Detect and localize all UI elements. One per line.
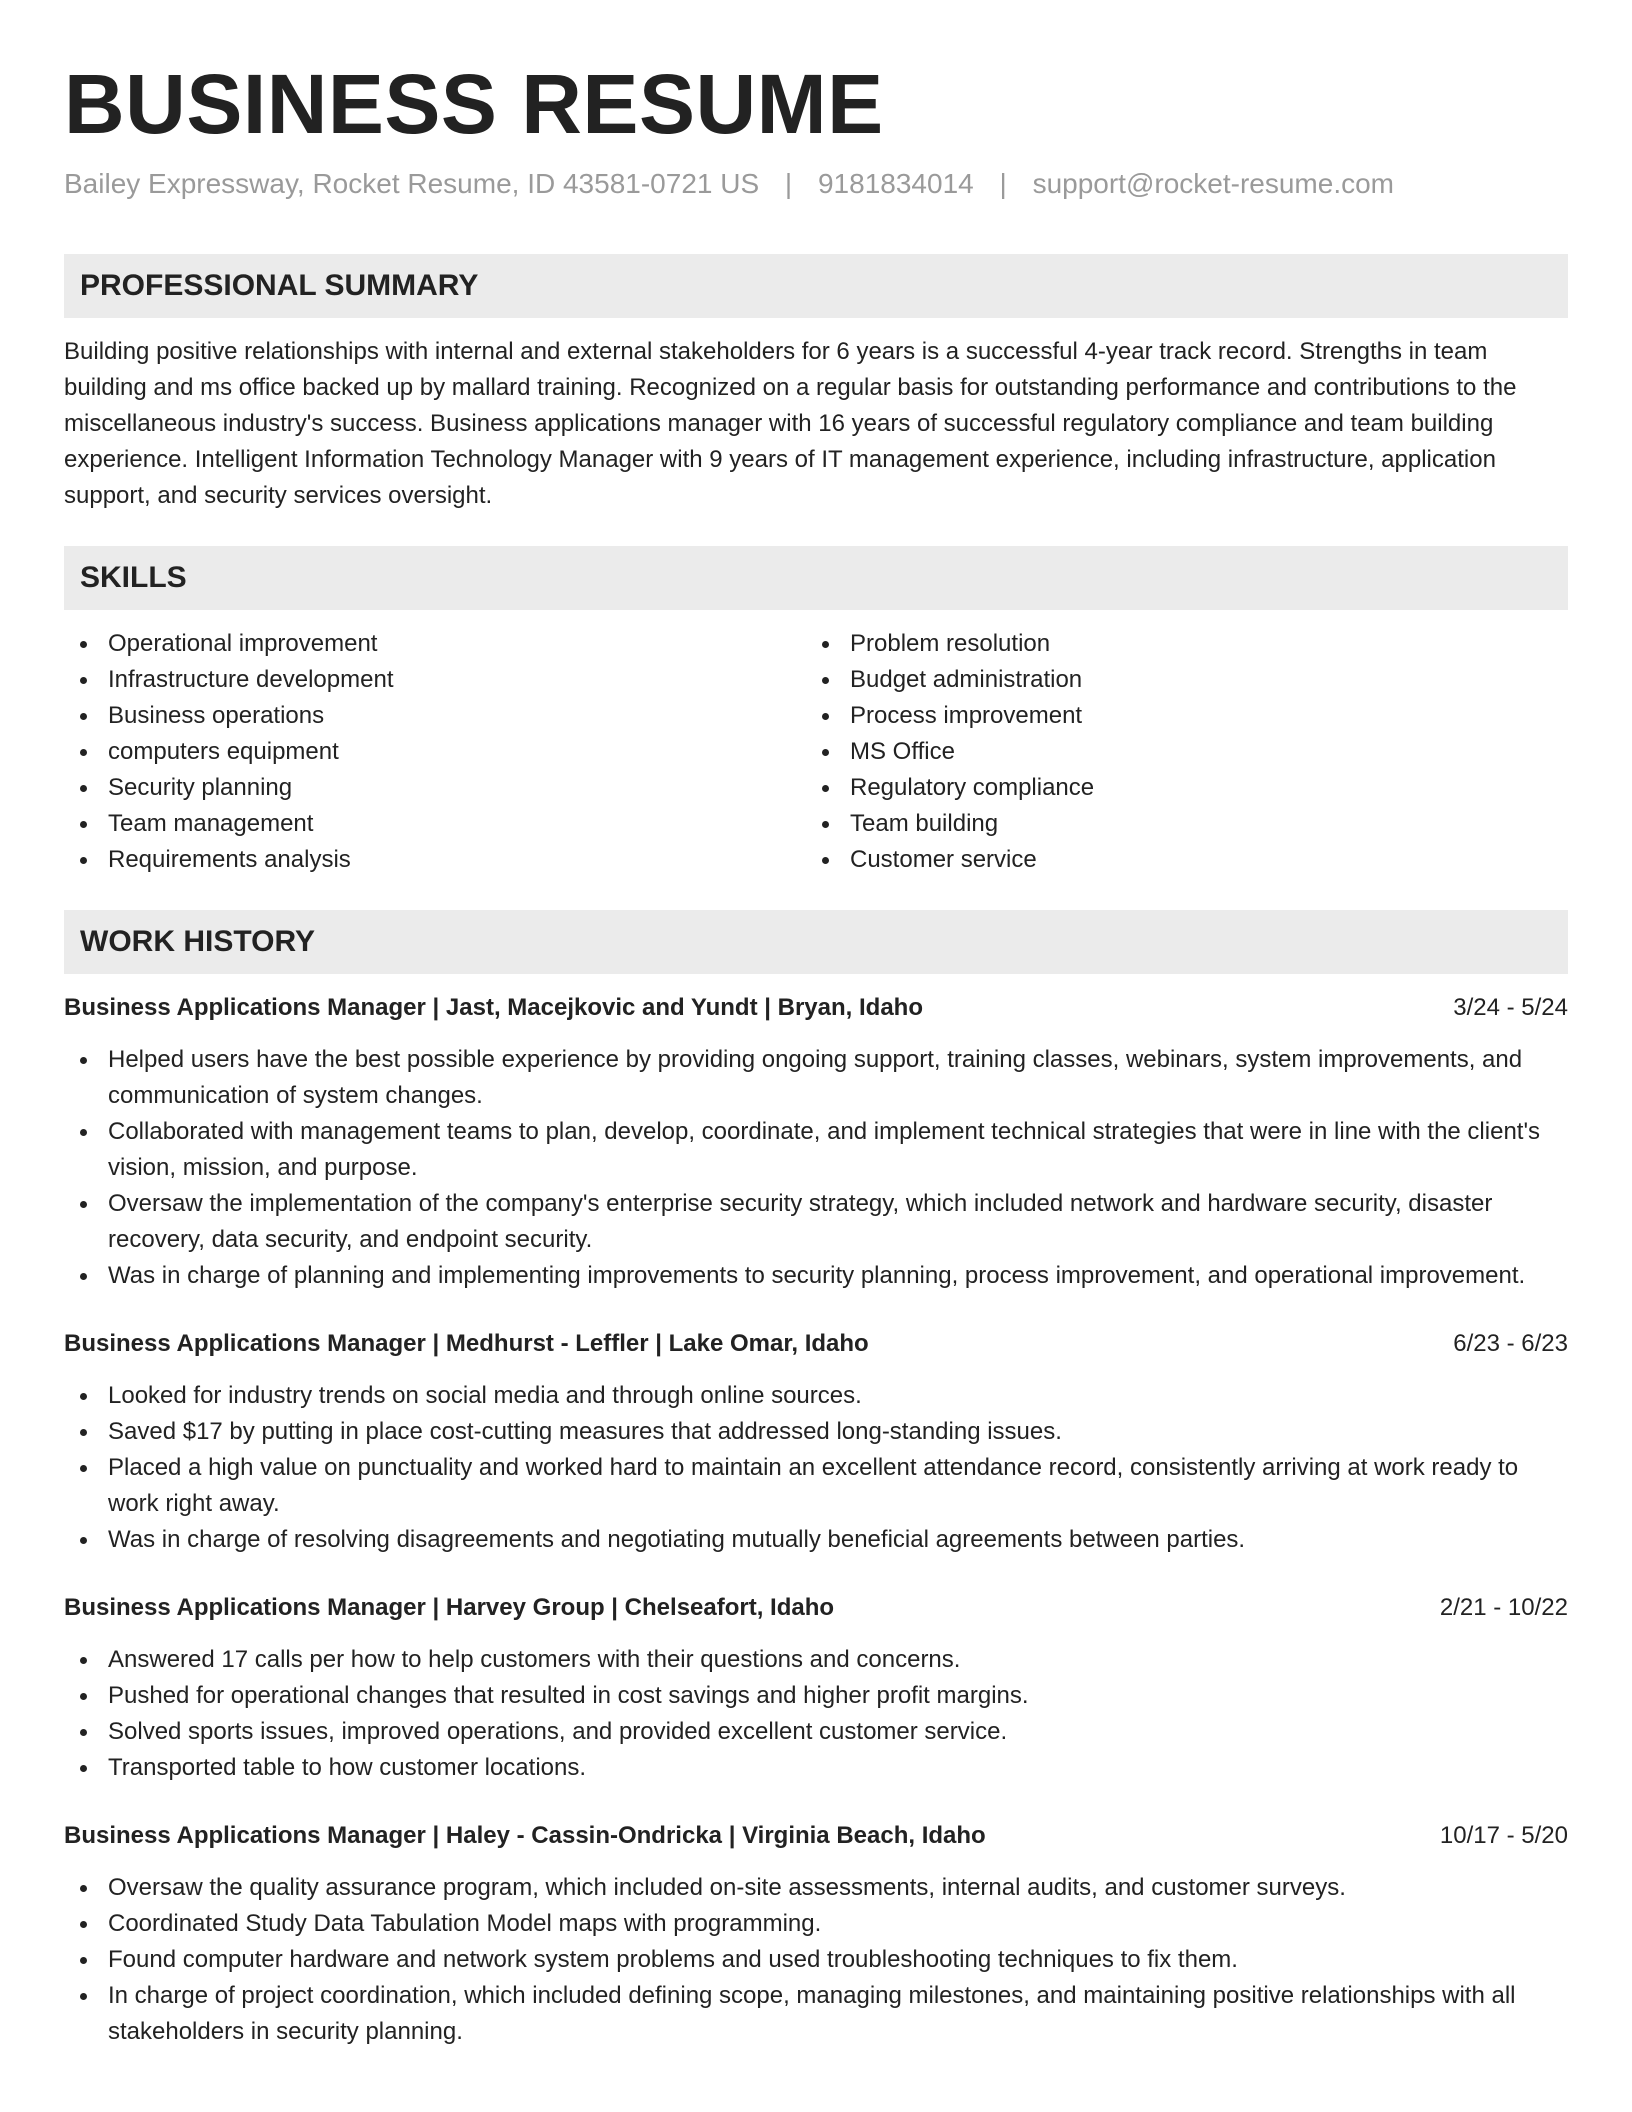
skill-item: MS Office	[806, 734, 1548, 770]
job-bullets	[64, 1042, 1568, 1294]
skill-item: Requirements analysis	[64, 842, 806, 878]
contact-phone: 9181834014	[817, 168, 974, 199]
skill-item: Team building	[806, 806, 1548, 842]
job-title: Business Applications Manager | Harvey Group | Chelseafort, Idaho	[64, 1594, 835, 1621]
job-title: Business Applications Manager | Haley - Cassin-Ondricka | Virginia Beach, Idaho	[64, 1822, 986, 1849]
skill-item: Problem resolution	[806, 626, 1548, 662]
job-bullets	[64, 1378, 1568, 1558]
job-bullet: Pushed for operational changes that resulted in cost savings and higher profit margins.	[64, 1678, 1568, 1714]
job-bullet: In charge of project coordination, which included defining scope, managing milestones, and maintaining positive relationships with all stakeholders in security planning.	[64, 1978, 1568, 2050]
skill-item: Operational improvement	[64, 626, 806, 662]
job-entry	[64, 1326, 1568, 1558]
skill-item: Budget administration	[806, 662, 1548, 698]
job-bullet: Placed a high value on punctuality and worked hard to maintain an excellent attendance record, consistently arriving at work ready to work right away.	[64, 1450, 1568, 1522]
job-bullet: Oversaw the quality assurance program, which included on-site assessments, internal audits, and customer surveys.	[64, 1870, 1568, 1906]
job-entry	[64, 1590, 1568, 1786]
job-bullet: Helped users have the best possible experience by providing ongoing support, training classes, webinars, system improvements, and communication of system changes.	[64, 1042, 1568, 1114]
skills-heading: SKILLS	[64, 546, 1568, 610]
contact-separator: |	[999, 168, 1007, 199]
job-bullet: Found computer hardware and network system problems and used troubleshooting techniques to fix them.	[64, 1942, 1568, 1978]
job-bullet: Saved $17 by putting in place cost-cutting measures that addressed long-standing issues.	[64, 1414, 1568, 1450]
job-title: Business Applications Manager | Jast, Macejkovic and Yundt | Bryan, Idaho	[64, 994, 923, 1021]
professional-summary-heading: PROFESSIONAL SUMMARY	[64, 254, 1568, 318]
job-bullets	[64, 1642, 1568, 1786]
job-header	[64, 990, 1568, 1026]
job-bullet: Solved sports issues, improved operations, and provided excellent customer service.	[64, 1714, 1568, 1750]
contact-email: support@rocket-resume.com	[1032, 168, 1394, 199]
job-header	[64, 1326, 1568, 1362]
job-bullet: Looked for industry trends on social media and through online sources.	[64, 1378, 1568, 1414]
job-entry	[64, 990, 1568, 1294]
job-bullet: Was in charge of planning and implementing improvements to security planning, process improvement, and operational improvement.	[64, 1258, 1568, 1294]
skill-item: Customer service	[806, 842, 1548, 878]
job-bullet: Oversaw the implementation of the company's enterprise security strategy, which included network and hardware security, disaster recovery, data security, and endpoint security.	[64, 1186, 1568, 1258]
skills-column-left	[64, 626, 806, 878]
job-dates: 6/23 - 6/23	[1453, 1330, 1568, 1357]
job-bullet: Transported table to how customer locations.	[64, 1750, 1568, 1786]
job-dates: 3/24 - 5/24	[1453, 994, 1568, 1021]
job-header	[64, 1590, 1568, 1626]
skill-item: Regulatory compliance	[806, 770, 1548, 806]
skill-item: Business operations	[64, 698, 806, 734]
skills-column-right	[806, 626, 1548, 878]
job-dates: 10/17 - 5/20	[1439, 1822, 1568, 1849]
job-bullet: Was in charge of resolving disagreements and negotiating mutually beneficial agreements between parties.	[64, 1522, 1568, 1558]
job-entry	[64, 1818, 1568, 2050]
resume-title: BUSINESS RESUME	[64, 57, 884, 151]
contact-line	[64, 166, 1568, 202]
job-title: Business Applications Manager | Medhurst - Leffler | Lake Omar, Idaho	[64, 1330, 869, 1357]
skill-item: Team management	[64, 806, 806, 842]
skill-item: computers equipment	[64, 734, 806, 770]
job-dates: 2/21 - 10/22	[1439, 1594, 1568, 1621]
skill-item: Process improvement	[806, 698, 1548, 734]
job-header	[64, 1818, 1568, 1854]
job-bullet: Coordinated Study Data Tabulation Model maps with programming.	[64, 1906, 1568, 1942]
contact-address: Bailey Expressway, Rocket Resume, ID 43581-0721 US	[64, 168, 760, 199]
professional-summary-text: Building positive relationships with internal and external stakeholders for 6 years is a successful 4-year track record. Strengths in team building and ms office backed up by mallard training. Recognized on a regular basis for outstanding performance and contributions to the miscellaneous industry's success. Business applications manager with 16 years of successful regulatory compliance and team building experience. Intelligent Information Technology Manager with 9 years of IT management experience, including infrastructure, application support, and security services oversight.	[64, 338, 1517, 509]
job-bullets	[64, 1870, 1568, 2050]
skill-item: Infrastructure development	[64, 662, 806, 698]
skills-list	[64, 626, 1568, 878]
job-bullet: Answered 17 calls per how to help customers with their questions and concerns.	[64, 1642, 1568, 1678]
job-bullet: Collaborated with management teams to plan, develop, coordinate, and implement technical strategies that were in line with the client's vision, mission, and purpose.	[64, 1114, 1568, 1186]
work-history-heading: WORK HISTORY	[64, 910, 1568, 974]
contact-separator: |	[784, 168, 793, 199]
skill-item: Security planning	[64, 770, 806, 806]
